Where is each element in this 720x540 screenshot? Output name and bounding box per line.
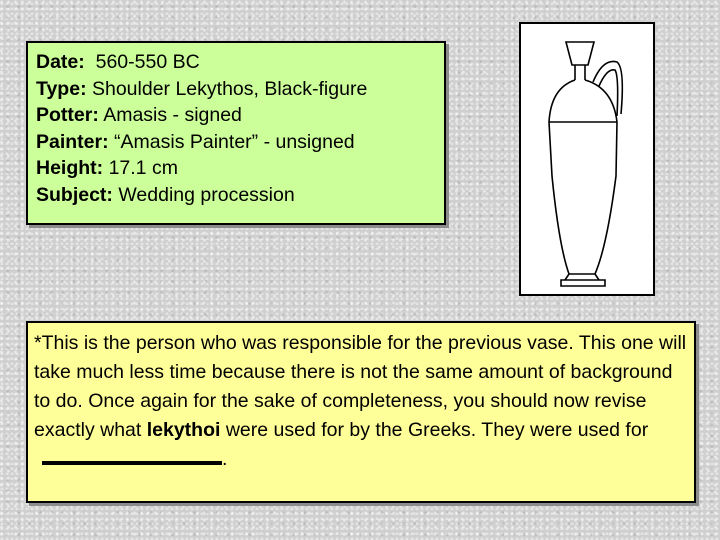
subject-row xyxy=(36,182,436,209)
subject-value: Wedding procession xyxy=(118,183,295,206)
note-bold-term: lekythoi xyxy=(146,419,221,441)
note-text-before: *This is the person who was responsible for the previous vase. This one will take much less time because there is not the same amount of background to do. Once again for the sake of completeness, you should now revise exactly what xyxy=(34,332,687,441)
potter-row xyxy=(36,102,436,129)
date-value: 560-550 BC xyxy=(95,51,200,73)
fill-in-blank xyxy=(42,461,222,465)
type-value: Shoulder Lekythos, Black-figure xyxy=(91,77,368,100)
potter-value: Amasis - signed xyxy=(103,104,242,126)
note-text-after: were used for by the Greeks. They were used for xyxy=(225,419,649,441)
painter-row xyxy=(36,129,436,156)
height-row xyxy=(36,155,436,182)
date-row xyxy=(36,49,436,76)
type-label: Type: xyxy=(36,77,87,100)
note-end-punct: . xyxy=(222,448,228,470)
answer-line xyxy=(34,445,690,474)
note-box xyxy=(26,321,696,503)
lekythos-shape-drawing xyxy=(519,22,655,296)
potter-label: Potter: xyxy=(36,104,99,126)
date-label: Date: xyxy=(36,51,85,73)
height-label: Height: xyxy=(36,157,104,179)
height-value: 17.1 cm xyxy=(108,157,178,179)
type-row xyxy=(36,76,436,103)
vase-info-box xyxy=(26,41,446,225)
lekythos-outline-icon xyxy=(521,24,653,294)
subject-label: Subject: xyxy=(36,183,113,206)
painter-label: Painter: xyxy=(36,130,109,153)
painter-value: “Amasis Painter” - unsigned xyxy=(114,130,355,153)
